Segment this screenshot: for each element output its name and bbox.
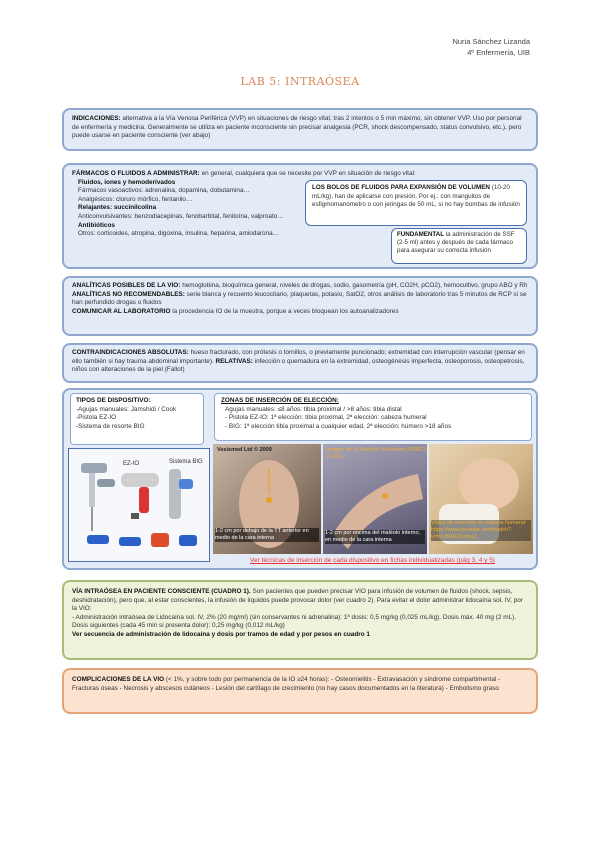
contra-text: CONTRAINDICACIONES ABSOLUTAS: hueso fracturado, con prótesis o tornillos, o previamente puncionado; extremidad con interrupción vascular (pensar en ello también si hay trauma abdominal importante). RELATIVAS: infección o quemadura en la extremidad, osteogénesis imperfecta, osteoporosis, osteopetrosis, niños con alteraciones de la piel (Fallot) [72, 349, 525, 374]
photo-credit: Vesismed Ltd © 2009 [217, 447, 272, 453]
zone-line: - BIG: 1ª elección tibia proximal a cualquier edad, 2ª elección: húmero >18 años [225, 422, 452, 430]
drugs-list [72, 179, 310, 239]
conscious-box [62, 580, 538, 660]
zones-heading: ZONAS DE INSERCIÓN DE ELECCIÓN: [221, 397, 339, 404]
device-item: -Sistema de resorte BIG [76, 422, 145, 430]
indications-text: INDICACIONES: alternativa a la Vía Venosa Periférica (VVP) en situaciones de riesgo vital, tras 2 intentos o 5 min máximo, sin obtener VVP. Uso por personal de enfermería y medicina. Generalmente se utiliza en paciente inconsciente sin precisar analgesia (PCR, shock descompensado, status convulsivo, etc.), pero puede usarse en paciente consciente (ver abajo) [72, 115, 522, 140]
analytics-comm: COMUNICAR AL LABORATORIO la procedencia IO de la muestra, porque a veces bloquean los autoanalizadores [72, 307, 399, 315]
contra-box [62, 343, 538, 383]
drug-item: Relajantes: succinilcolina [78, 204, 157, 212]
humeral-head-photo [429, 444, 533, 554]
drugs-intro: FÁRMACOS O FLUIDOS A ADMINISTRAR: en general, cualquiera que se necesite por VVP en situación de riesgo vital: [72, 170, 416, 177]
conscious-dosing: - Administración intraósea de Lidocaína sol. IV, 2% (20 mg/ml) (sin conservantes ni adrenalina): 1ª dosis: 0,5 mg/kg (0,025 mL/kg). Dosis máx. 40 mg (2 mL). Dosis siguientes (cada 45 min si presenta dolor): 0,25 mg/kg (0,012 mL/kg) [72, 613, 516, 630]
photo-caption: 1-2 cm por debajo de la TT anterior en medio de la cara interna [215, 528, 319, 542]
drug-item: Fluidos, iones y hemoderivados [78, 178, 176, 186]
complications-text: COMPLICACIONES DE LA VIO (< 1%, y sobre todo por permanencia de la IO ≥24 horas): - Osteomielitis - Extravasación y síndrome compartimental - Fracturas óseas - Necrosis y abscesos cutáneos - Lesión del cartílago de crecimiento (no hay casos documentados en la literatura) - Embolismo graso [72, 676, 501, 692]
complications-box [62, 668, 538, 714]
zone-line: - Pistola EZ-IO: 1ª elección: tibia proximal, 2ª elección: cabeza humeral [225, 414, 427, 422]
author-block [452, 36, 530, 58]
devices-heading: TIPOS DE DISPOSITIVO: [76, 397, 151, 404]
video-caption: Vídeo de inserción en cabeza humeral: https://www.youtube.com/watch?v=bXdVHC6LmuQ [431, 520, 531, 541]
bolus-text: LOS BOLOS DE FLUIDOS PARA EXPANSIÓN DE VOLUMEN (10-20 mL/kg), han de aplicarse con presión. Por ej.: con manguitos de esfigmomanómetro o con jeringas de 50 mL, si no hay bombas de infusión [312, 184, 520, 209]
photo-credit: Imagen de la Sección Vía Aérea (SPIRO) © 2011 [326, 447, 427, 460]
fundamental-box [391, 228, 527, 264]
indications-box [62, 108, 538, 151]
device-label: EZ-IO [123, 461, 139, 467]
device-item: -Agujas manuales: Jamshidi / Cook [76, 405, 177, 413]
photo-caption: 1-2 cm por encima del maléolo interno, en medio de la cara interna [325, 530, 425, 544]
drug-item: Fármacos vasoactivos: adrenalina, dopamina, dobutamina… [78, 187, 250, 195]
fundamental-text: FUNDAMENTAL la administración de SSF (2-5 ml) antes y después de cada fármaco para asegurar su correcta infusión [397, 231, 515, 254]
device-item: -Pistola EZ-IO [76, 414, 117, 422]
analytics-possible: ANALÍTICAS POSIBLES DE LA VIO: hemoglobina, bioquímica general, niveles de drogas, sodio, gasometría (pH, CO2H, pCO2), hemocultivo, grupo ABO y Rh [72, 282, 528, 289]
conscious-see-more: Ver secuencia de administración de lidocaína y dosis por tramos de edad y por pesos en cuadro 1 [72, 630, 370, 638]
analytics-box [62, 276, 538, 336]
page-title: LAB 5: INTRAÓSEA [240, 75, 360, 88]
conscious-text: VÍA INTRAÓSEA EN PACIENTE CONSCIENTE (CUADRO 1). Son pacientes que pueden precisar VIO para infusión de volumen de fluidos (shock, sepsis, deshidratación), pero que, al estar conscientes, la infusión de líquidos puede provocar dolor (ver cuadro 2). Para evitar el dolor administrar lidocaína sol. IV, por la VIO: [72, 588, 523, 613]
see-more-link[interactable]: Ver técnicas de inserción de cada dispositivo en fichas individualizadas (pág 3, 4 y 5) [250, 557, 495, 564]
tibia-distal-photo [323, 444, 427, 554]
bolus-box [305, 180, 527, 226]
device-label: Sistema BIG [169, 459, 203, 465]
analytics-not: ANALÍTICAS NO RECOMENDABLES: serie blanca y recuento leucocitario, plaquetas, potasio, SatO2, otros análisis de laboratorio tras 5 minutos de RCP si se han perfundido drogas o fluidos [72, 290, 527, 307]
zone-line: Agujas manuales: ≤8 años: tibia proximal / >8 años: tibia distal [225, 405, 402, 413]
author-course: 4º Enfermería, UIB [467, 48, 530, 57]
drug-item: Anticonvulsivantes: benzodiacepinas, fenobarbital, fenitoína, valproato… [78, 212, 284, 220]
devices-image [68, 448, 210, 562]
devices-box [70, 393, 204, 445]
drug-item: Analgésicos: cloruro mórfico, fentanilo… [78, 195, 193, 203]
zones-box [214, 393, 532, 441]
tibia-proximal-photo [213, 444, 321, 554]
drug-item: Otros: corticoides, atropina, digoxina, insulina, heparina, amiodarona… [78, 230, 280, 238]
author-name: Nuria Sánchez Lizanda [452, 37, 530, 46]
drug-item: Antibióticos [78, 221, 115, 229]
